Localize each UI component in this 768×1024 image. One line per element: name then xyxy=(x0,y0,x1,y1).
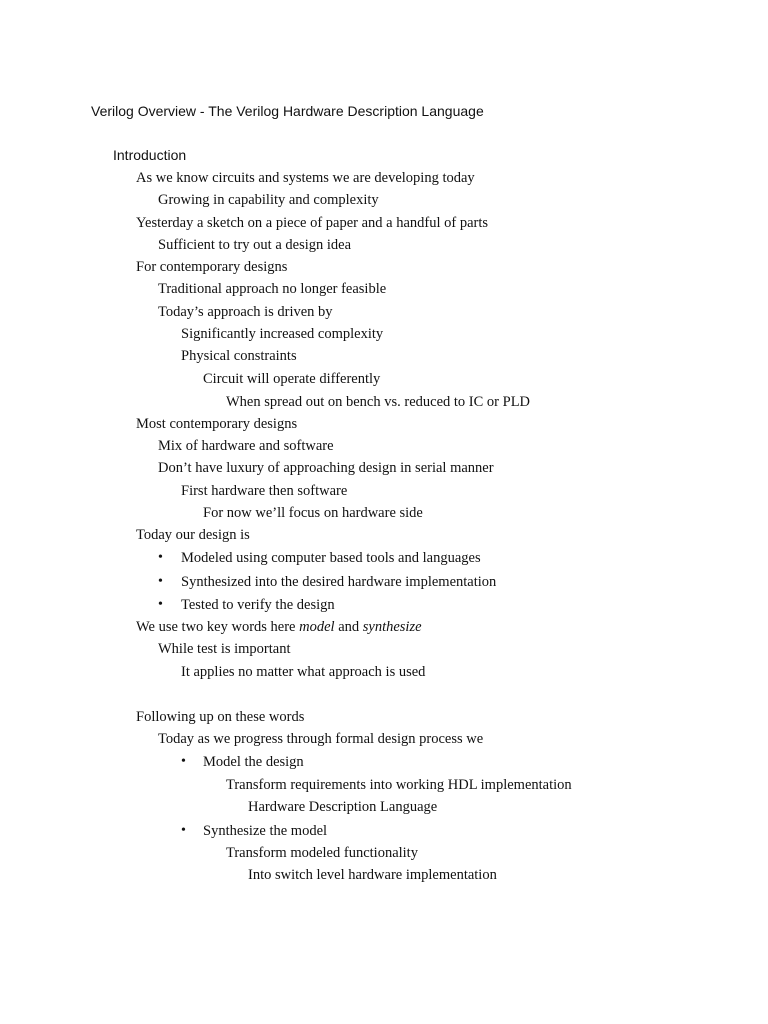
bullet-marker: • xyxy=(181,754,186,769)
outline-item: It applies no matter what approach is used xyxy=(181,664,426,680)
keyword-model: model xyxy=(299,619,335,635)
outline-item: As we know circuits and systems we are developing today xyxy=(136,170,475,186)
bullet-marker: • xyxy=(158,574,163,589)
outline-item: When spread out on bench vs. reduced to IC or PLD xyxy=(226,394,531,410)
outline-item: For now we’ll focus on hardware side xyxy=(203,505,423,521)
bullet-marker: • xyxy=(158,550,163,565)
bullet-item: Synthesize the model xyxy=(203,823,328,839)
outline-item: First hardware then software xyxy=(181,483,348,499)
keywords-text: We use two key words here xyxy=(136,619,300,635)
bullet-marker: • xyxy=(181,823,186,838)
outline-item: Sufficient to try out a design idea xyxy=(158,237,352,253)
outline-item: Today our design is xyxy=(136,527,250,543)
outline-item: Today’s approach is driven by xyxy=(158,304,333,320)
outline-item: Significantly increased complexity xyxy=(181,326,384,342)
outline-item: Most contemporary designs xyxy=(136,416,298,432)
outline-item: Growing in capability and complexity xyxy=(158,192,379,208)
outline-item-keywords xyxy=(136,618,422,636)
keywords-conjunction: and xyxy=(334,619,363,635)
bullet-item: Tested to verify the design xyxy=(181,597,335,613)
keyword-synthesize: synthesize xyxy=(362,619,422,635)
outline-item: While test is important xyxy=(158,641,291,657)
outline-item: Traditional approach no longer feasible xyxy=(158,281,387,297)
outline-item: Circuit will operate differently xyxy=(203,371,381,387)
outline-item: Yesterday a sketch on a piece of paper and a handful of parts xyxy=(136,215,489,231)
outline-item: Mix of hardware and software xyxy=(158,438,334,454)
outline-item: For contemporary designs xyxy=(136,259,288,275)
outline-item: Hardware Description Language xyxy=(248,799,438,815)
outline-item: Following up on these words xyxy=(136,709,305,725)
bullet-item: Modeled using computer based tools and languages xyxy=(181,550,481,566)
outline-item: Physical constraints xyxy=(181,348,297,364)
document-title: Verilog Overview - The Verilog Hardware Description Language xyxy=(91,103,484,119)
outline-item: Transform requirements into working HDL implementation xyxy=(226,777,572,793)
bullet-item: Synthesized into the desired hardware implementation xyxy=(181,574,497,590)
outline-item: Today as we progress through formal design process we xyxy=(158,731,484,747)
section-heading: Introduction xyxy=(113,147,187,163)
bullet-marker: • xyxy=(158,597,163,612)
outline-item: Don’t have luxury of approaching design in serial manner xyxy=(158,460,494,476)
outline-item: Transform modeled functionality xyxy=(226,845,418,861)
outline-item: Into switch level hardware implementation xyxy=(248,867,497,883)
bullet-item: Model the design xyxy=(203,754,304,770)
